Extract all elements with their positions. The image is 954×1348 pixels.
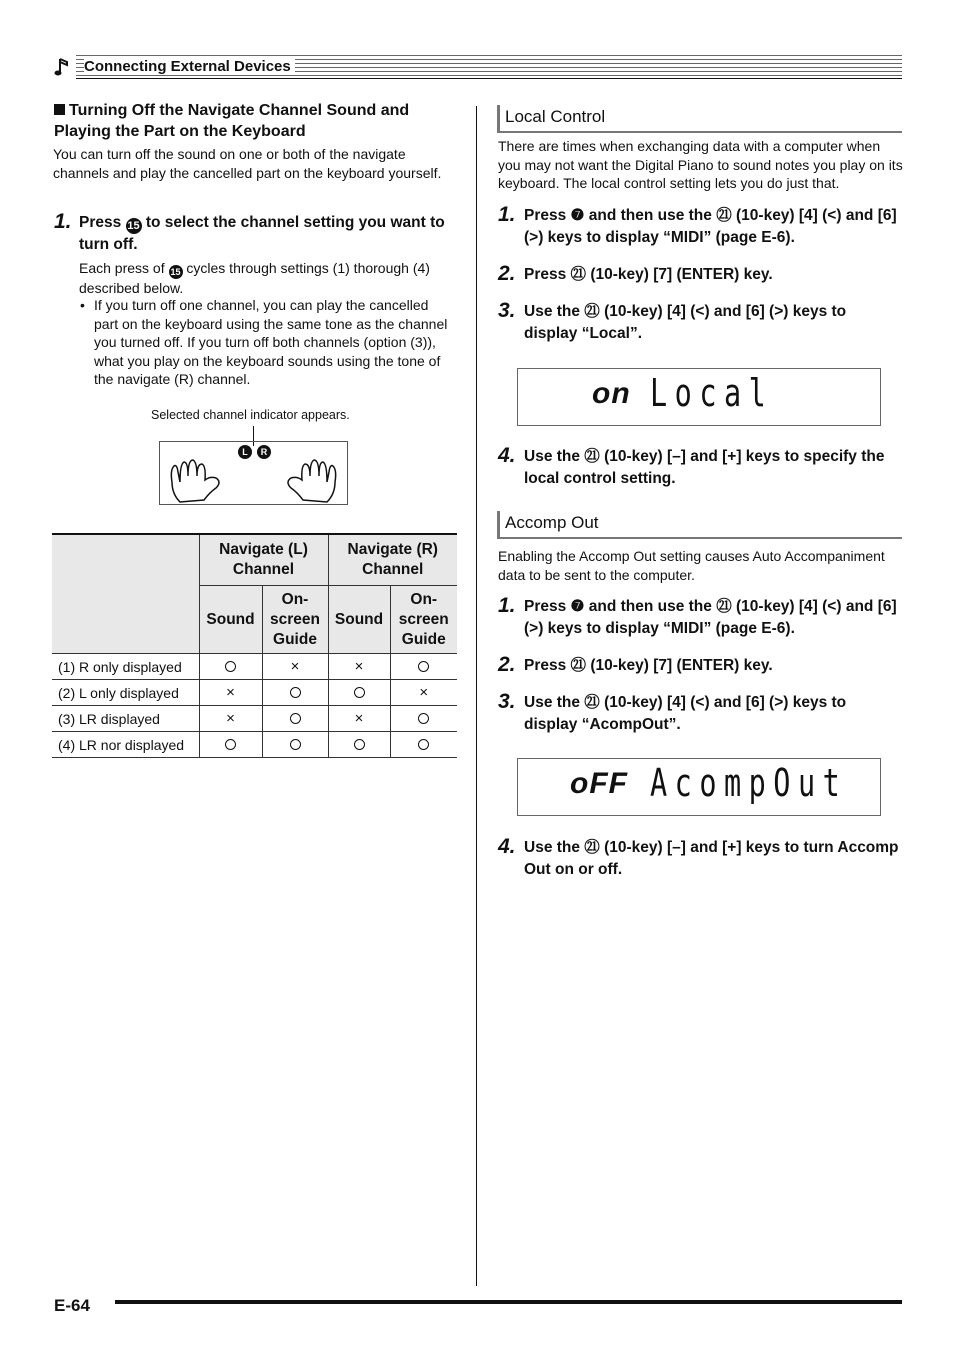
step-number: 3. (498, 299, 516, 322)
step-text: Press ㉑ (10-key) [7] (ENTER) key. (524, 266, 773, 283)
footer-rule (115, 1300, 902, 1304)
circle-mark-icon (290, 739, 301, 750)
page-header-title: Connecting External Devices (84, 58, 295, 75)
table-row-label: (1) R only displayed (52, 654, 199, 680)
lcd-display-local (517, 368, 881, 426)
table-row (52, 654, 457, 680)
circle-mark-icon (354, 687, 365, 698)
step-text: Use the ㉑ (10-key) [–] and [+] keys to specify the local control setting. (524, 448, 885, 487)
table-cell (199, 654, 262, 680)
circle-mark-icon (418, 739, 429, 750)
step-number: 2. (498, 653, 516, 676)
step-text: Use the ㉑ (10-key) [4] (<) and [6] (>) keys to display “AcompOut”. (524, 694, 847, 733)
lcd-state: on (592, 377, 631, 410)
accomp-out-header (497, 511, 902, 539)
table-cell (390, 706, 457, 732)
table-row-label: (2) L only displayed (52, 680, 199, 706)
circle-mark-icon (225, 739, 236, 750)
step-1-bullet: If you turn off one channel, you can play the cancelled part on the keyboard using the same tone as the channel you turned off. If you turn off both channels (option (3)), what you play on the keyboard sounds using the tone of the navigate (R) channel. (94, 297, 448, 387)
step-1-text: Press 15 to select the channel setting you want to turn off. (79, 214, 445, 253)
table-cell (199, 680, 262, 706)
table-sub-header: On-screen Guide (262, 586, 328, 654)
step-text: Press ❼ and then use the ㉑ (10-key) [4] (<) and [6] (>) keys to display “MIDI” (page E-6). (524, 598, 897, 637)
lcd-text: Local (650, 371, 774, 415)
table-cell (262, 706, 328, 732)
table-sub-header: Sound (328, 586, 390, 654)
bullet-dot: • (80, 297, 85, 313)
table-cell (328, 654, 390, 680)
table-row (52, 732, 457, 758)
hands-icon (160, 442, 347, 504)
right-channel-indicator: R (257, 445, 271, 459)
table-cell (390, 732, 457, 758)
local-control-title: Local Control (505, 107, 606, 126)
section-intro: You can turn off the sound on one or both of the navigate channels and play the cancelled part on the keyboard yourself. (53, 146, 442, 181)
table-cell (390, 654, 457, 680)
step-1-detail: Each press of 15 cycles through settings (1) thorough (4) described below. (79, 260, 430, 296)
page-number: E-64 (54, 1296, 90, 1315)
step-text: Press ㉑ (10-key) [7] (ENTER) key. (524, 657, 773, 674)
table-sub-header: On-screen Guide (390, 586, 457, 654)
step-number: 3. (498, 690, 516, 713)
lcd-text: AcompOut (650, 761, 848, 805)
cross-mark-icon: × (226, 684, 235, 701)
step-text: Use the ㉑ (10-key) [4] (<) and [6] (>) keys to display “Local”. (524, 303, 847, 342)
table-corner (52, 534, 199, 654)
table-cell (328, 706, 390, 732)
step-number: 1. (54, 210, 72, 233)
table-row-label: (4) LR nor displayed (52, 732, 199, 758)
table-sub-header: Sound (199, 586, 262, 654)
step-number: 1. (498, 594, 516, 617)
hands-illustration (159, 441, 348, 505)
table-cell (328, 732, 390, 758)
cross-mark-icon: × (354, 658, 364, 675)
circle-mark-icon (290, 713, 301, 724)
lcd-state: oFF (570, 767, 628, 800)
step-number: 1. (498, 203, 516, 226)
step-number: 4. (498, 444, 516, 467)
accomp-out-title: Accomp Out (505, 513, 599, 532)
table-row-label: (3) LR displayed (52, 706, 199, 732)
step-number: 4. (498, 835, 516, 858)
button-15-icon: 15 (170, 267, 181, 277)
column-divider (476, 106, 477, 1286)
step-number: 2. (498, 262, 516, 285)
lcd-display-accomp (517, 758, 881, 816)
local-control-intro: There are times when exchanging data with a computer when you may not want the Digital Piano to sound notes you play on its keyboard. The local control setting lets you do just that. (498, 138, 903, 191)
table-row (52, 680, 457, 706)
button-15-icon: 15 (127, 220, 140, 232)
music-note-icon (52, 55, 76, 79)
table-cell (199, 732, 262, 758)
circle-mark-icon (418, 713, 429, 724)
table-cell (199, 706, 262, 732)
square-bullet-icon (54, 104, 65, 115)
cross-mark-icon: × (354, 710, 364, 727)
table-group-header: Navigate (L) Channel (199, 534, 328, 586)
table-cell (262, 732, 328, 758)
circle-mark-icon (354, 739, 365, 750)
table-cell (390, 680, 457, 706)
illustration-caption: Selected channel indicator appears. (151, 408, 350, 422)
step-text: Press ❼ and then use the ㉑ (10-key) [4] (<) and [6] (>) keys to display “MIDI” (page E-6). (524, 207, 897, 246)
table-group-header: Navigate (R) Channel (328, 534, 457, 586)
circle-mark-icon (225, 661, 236, 672)
table-cell (328, 680, 390, 706)
table-cell (262, 654, 328, 680)
navigate-settings-table (52, 533, 457, 758)
table-row (52, 706, 457, 732)
circle-mark-icon (418, 661, 429, 672)
step-text: Use the ㉑ (10-key) [–] and [+] keys to turn Accomp Out on or off. (524, 839, 899, 878)
table-cell (262, 680, 328, 706)
local-control-header (497, 105, 902, 133)
cross-mark-icon: × (226, 710, 235, 727)
section-title: Turning Off the Navigate Channel Sound and Playing the Part on the Keyboard (54, 102, 410, 140)
left-channel-indicator: L (238, 445, 252, 459)
cross-mark-icon: × (290, 658, 300, 675)
cross-mark-icon: × (419, 684, 429, 701)
circle-mark-icon (290, 687, 301, 698)
accomp-out-intro: Enabling the Accomp Out setting causes Auto Accompaniment data to be sent to the computer. (498, 548, 885, 583)
